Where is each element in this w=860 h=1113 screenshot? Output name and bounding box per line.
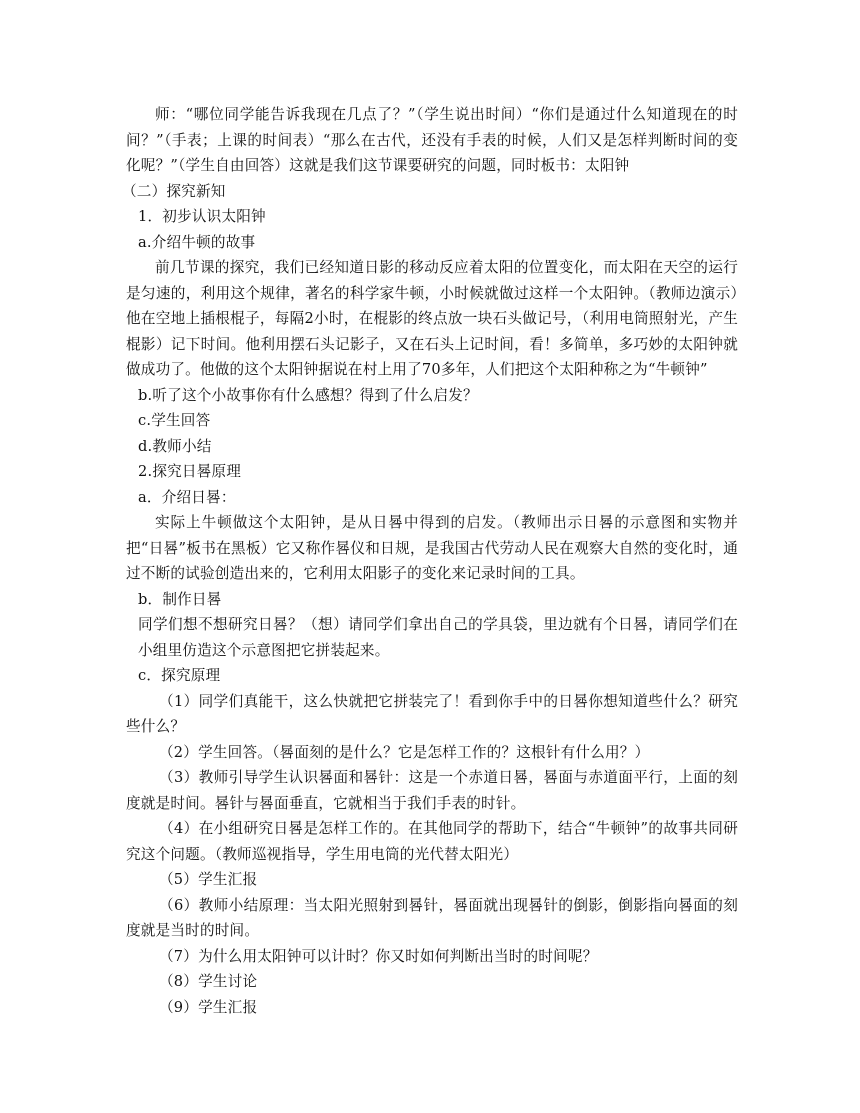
paragraph-newton-story: 前几节课的探究，我们已经知道日影的移动反应着太阳的位置变化，而太阳在天空的运行是匀速的，利用这个规律，著名的科学家牛顿，小时候就做过这样一个太阳钟。（教师边演示）他在空地上插根棍子，每隔2小时，在棍影的终点放一块石头做记号，（利用电筒照射光，产生棍影）记下时间。他利用摆石头记影子，又在石头上记时间，看！多简单，多巧妙的太阳钟就做成功了。他做的这个太阳钟据说在村上用了70多年，人们把这个太阳种称之为“牛顿钟” <box>126 259 738 378</box>
step-2: （2）学生回答。（晷面刻的是什么？它是怎样工作的？这根针有什么用？） <box>159 743 650 761</box>
step-7: （7）为什么用太阳钟可以计时？你又时如何判断出当时的时间呢？ <box>159 947 598 965</box>
list-item-b-reflection: b.听了这个小故事你有什么感想？得到了什么启发？ <box>138 386 478 404</box>
list-item-c-explore-principle: c．探究原理 <box>138 667 221 684</box>
list-item-d-summary: d.教师小结 <box>138 437 212 455</box>
step-4: （4）在小组研究日晷是怎样工作的。在其他同学的帮助下，结合“牛顿钟”的故事共同研究这个问题。（教师巡视指导，学生用电筒的光代替太阳光） <box>126 820 738 863</box>
paragraph-make-sundial: 同学们想不想研究日晷？（想）请同学们拿出自己的学具袋，里边就有个日晷，请同学们在小组里仿造这个示意图把它拼装起来。 <box>138 616 738 659</box>
step-3: （3）教师引导学生认识晷面和晷针：这是一个赤道日晷，晷面与赤道面平行，上面的刻度就是时间。晷针与晷面垂直，它就相当于我们手表的时针。 <box>126 769 738 812</box>
step-1: （1）同学们真能干，这么快就把它拼装完了！看到你手中的日晷你想知道些什么？研究些什么？ <box>126 692 738 735</box>
list-item-a-newton-story: a.介绍牛顿的故事 <box>138 233 256 251</box>
document-body <box>122 102 738 1020</box>
step-6: （6）教师小结原理：当太阳光照射到晷针，晷面就出现晷针的倒影，倒影指向晷面的刻度就是当时的时间。 <box>126 896 738 939</box>
paragraph-sundial-intro: 实际上牛顿做这个太阳钟，是从日晷中得到的启发。（教师出示日晷的示意图和实物并把“日晷”板书在黑板）它又称作晷仪和日规，是我国古代劳动人民在观察大自然的变化时，通过不断的试验创造出来的，它利用太阳影子的变化来记录时间的工具。 <box>126 514 738 582</box>
paragraph-intro-dialogue: 师：“哪位同学能告诉我现在几点了？”（学生说出时间）“你们是通过什么知道现在的时间？”（手表；上课的时间表）“那么在古代，还没有手表的时候，人们又是怎样判断时间的变化呢？”（学生自由回答）这就是我们这节课要研究的问题，同时板书：太阳钟 <box>126 106 738 174</box>
section-heading-explore: （二）探究新知 <box>122 182 226 200</box>
step-5: （5）学生汇报 <box>159 871 258 888</box>
subheading-sundial-principle: 2.探究日晷原理 <box>138 463 242 480</box>
list-item-c-answer: c.学生回答 <box>138 412 211 429</box>
list-item-b-make-sundial: b．制作日晷 <box>138 590 222 608</box>
subheading-sun-clock: 1．初步认识太阳钟 <box>138 208 266 225</box>
step-9: （9）学生汇报 <box>159 998 258 1016</box>
list-item-a-intro-sundial: a．介绍日晷： <box>138 488 236 506</box>
step-8: （8）学生讨论 <box>159 973 258 990</box>
